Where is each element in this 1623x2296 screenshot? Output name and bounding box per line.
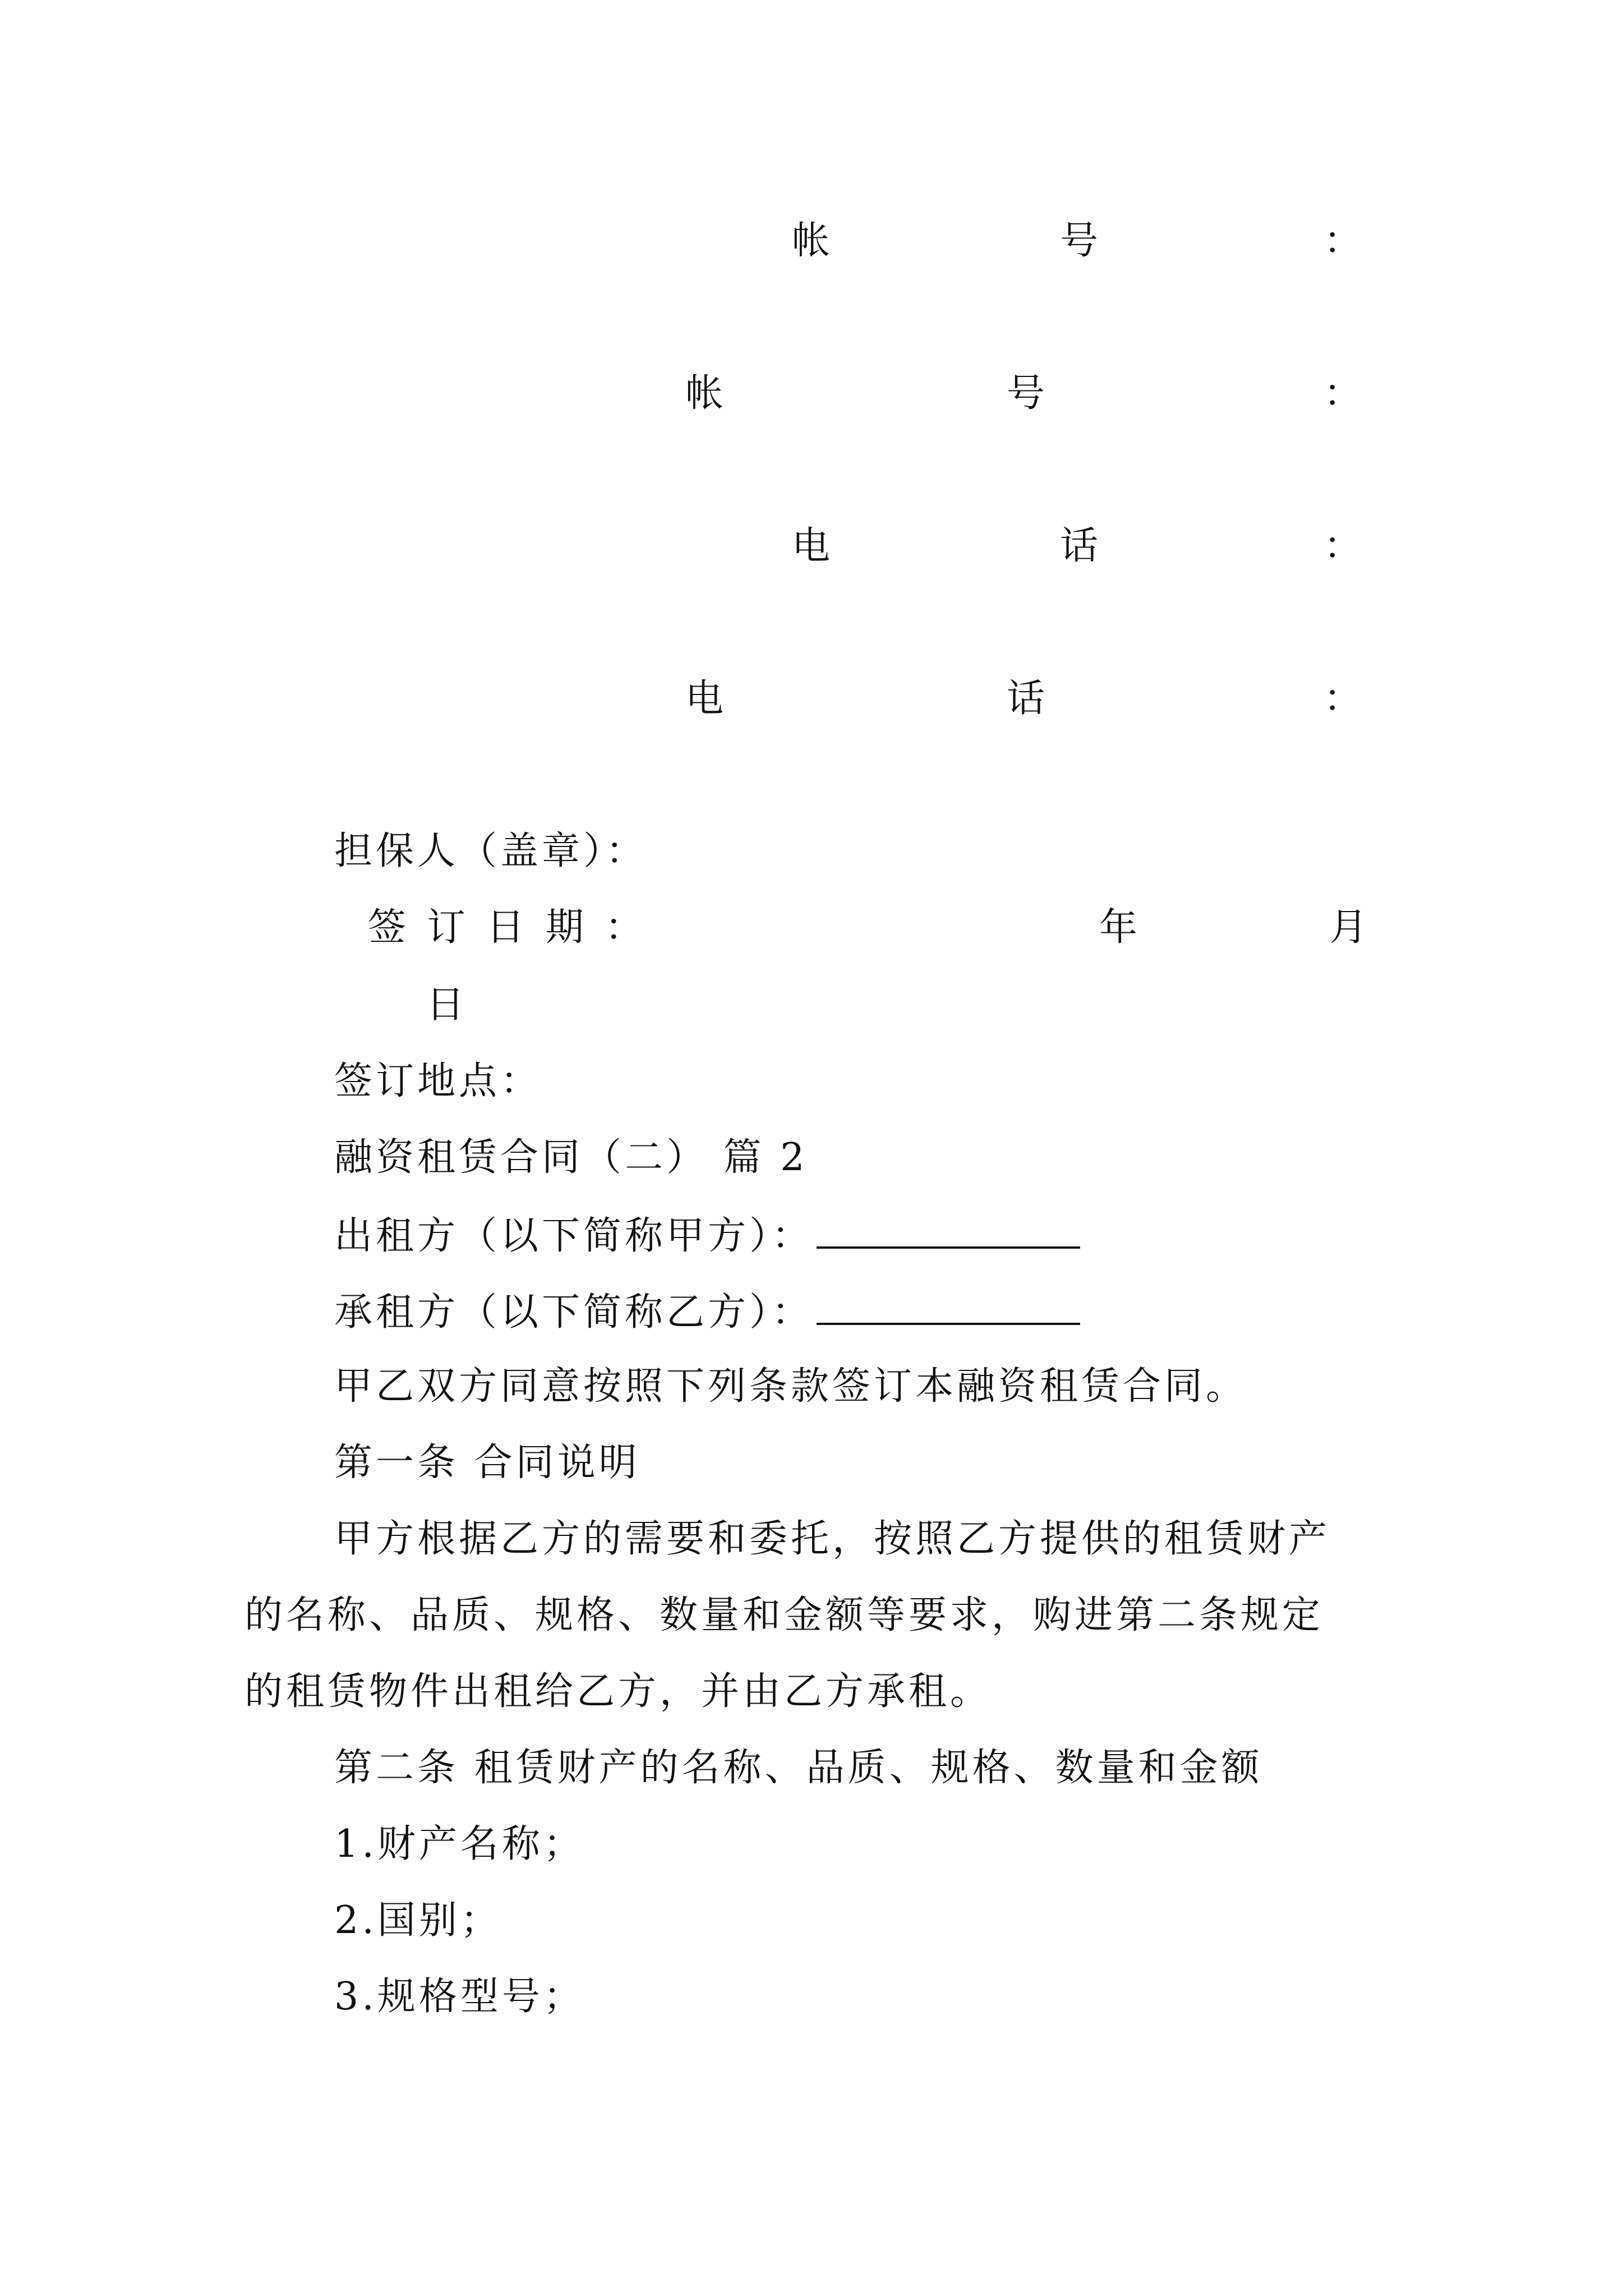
lessor-blank [817, 1212, 1080, 1249]
article-2-item: 2.国别； [334, 1898, 502, 1943]
account-label-char-2: 号 [1007, 371, 1049, 416]
sign-date-month: 月 [1329, 905, 1371, 950]
phone-colon: ： [1324, 677, 1366, 721]
lessee-line [334, 1288, 1080, 1335]
account-label-char-1: 帐 [792, 219, 834, 263]
lessor-label: 出租方（以下简称甲方）： [334, 1214, 814, 1258]
lessee-label: 承租方（以下简称乙方）： [334, 1290, 814, 1335]
article-1-body-line: 的租赁物件出租给乙方，并由乙方承租。 [245, 1669, 992, 1714]
phone-label-char-1: 电 [792, 524, 834, 568]
article-1-title: 第一条 合同说明 [334, 1441, 640, 1485]
sign-date-year: 年 [1099, 905, 1141, 950]
account-colon: ： [1324, 219, 1366, 263]
phone-colon: ： [1324, 524, 1366, 568]
agreement-line: 甲乙双方同意按照下列条款签订本融资租赁合同。 [334, 1364, 1248, 1409]
article-2-title: 第二条 租赁财产的名称、品质、规格、数量和金额 [334, 1746, 1263, 1790]
sign-place: 签订地点： [334, 1059, 542, 1103]
article-1-body-line: 的名称、品质、规格、数量和金额等要求，购进第二条规定 [245, 1593, 1324, 1637]
account-label-char-2: 号 [1060, 219, 1102, 263]
phone-label-char-2: 话 [1007, 677, 1049, 721]
guarantor-line: 担保人（盖章）： [334, 829, 648, 873]
contract-title: 融资租赁合同（二） 篇 2 [334, 1135, 808, 1180]
lessee-blank [817, 1288, 1080, 1325]
account-colon: ： [1324, 371, 1366, 416]
sign-date-day: 日 [426, 983, 468, 1027]
article-2-item: 1.财产名称； [334, 1822, 585, 1866]
phone-label-char-1: 电 [685, 677, 727, 721]
article-1-body-line: 甲方根据乙方的需要和委托，按照乙方提供的租赁财产 [334, 1517, 1331, 1561]
article-2-item: 3.规格型号； [334, 1975, 585, 2019]
account-label-char-1: 帐 [685, 371, 727, 416]
phone-label-char-2: 话 [1060, 524, 1102, 568]
sign-date-label: 签 订 日 期 ： [368, 905, 648, 950]
lessor-line [334, 1212, 1080, 1259]
